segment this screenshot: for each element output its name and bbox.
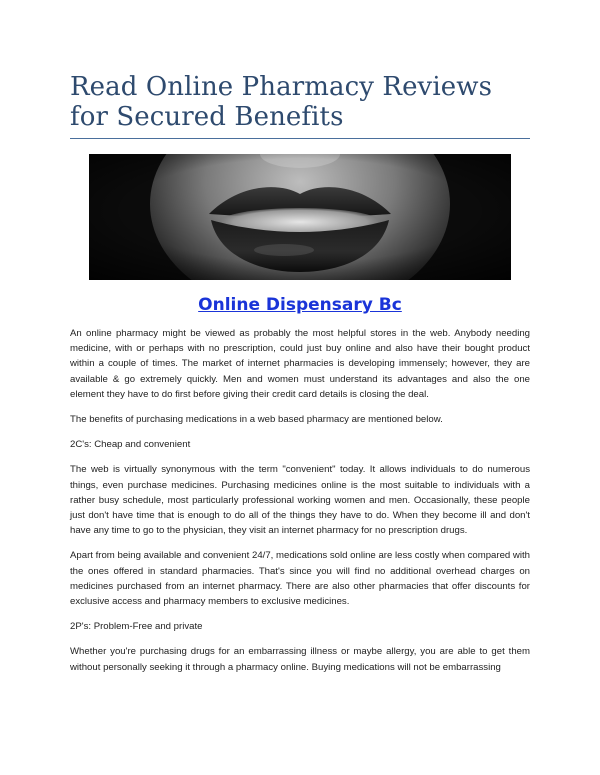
paragraph-benefits-intro: The benefits of purchasing medications in a web based pharmacy are mentioned below. [70,414,443,426]
paragraph-intro: An online pharmacy might be viewed as probably the most helpful stores in the web. Anybody needing medicine, with or perhaps with no prescription, could just buy online and also have their bought product within a couple of times. The market of internet pharmacies is developing immensely; however, they are available & go extremely quickly. Men and women must understand its advantages and also the one element they have to do first before giving their credit card details is closing the deal. [70,328,530,400]
subheading-problem-free-private: 2P's: Problem-Free and private [70,621,203,633]
paragraph-convenient: The web is virtually synonymous with the term "convenient" today. It allows individuals to do numerous things, even purchase medicines. Purchasing medicines online is the most suitable to individuals with a rather busy schedule, most particularly professional working women and men. Occasionally, these people just don't have time that is enough to do all of the things they have to do. When they become ill and don't have any time to go to the physician, they visit an internet pharmacy for no prescription drugs. [70,464,530,537]
title-divider [70,138,530,139]
section-heading-link[interactable]: Online Dispensary Bc [198,295,402,315]
document-page [70,0,530,675]
lips-photo-icon [89,154,511,280]
paragraph-cost: Apart from being available and convenient 24/7, medications sold online are less costly when compared with the ones offered in standard pharmacies. That's since you will find no additional overhead charges on medicines purchased from an internet pharmacy. There are also other pharmacies that offer discounts for exclusive access and pharmacy members to exclusive medicines. [70,550,530,608]
subheading-cheap-convenient: 2C's: Cheap and convenient [70,439,191,451]
hero-image [89,154,511,280]
paragraph-private: Whether you're purchasing drugs for an embarrassing illness or maybe allergy, you are able to get them without personally seeking it through a pharmacy online. Buying medications will not be embarrassing [70,646,530,673]
page-title: Read Online Pharmacy Reviews for Secured Benefits [70,72,493,132]
